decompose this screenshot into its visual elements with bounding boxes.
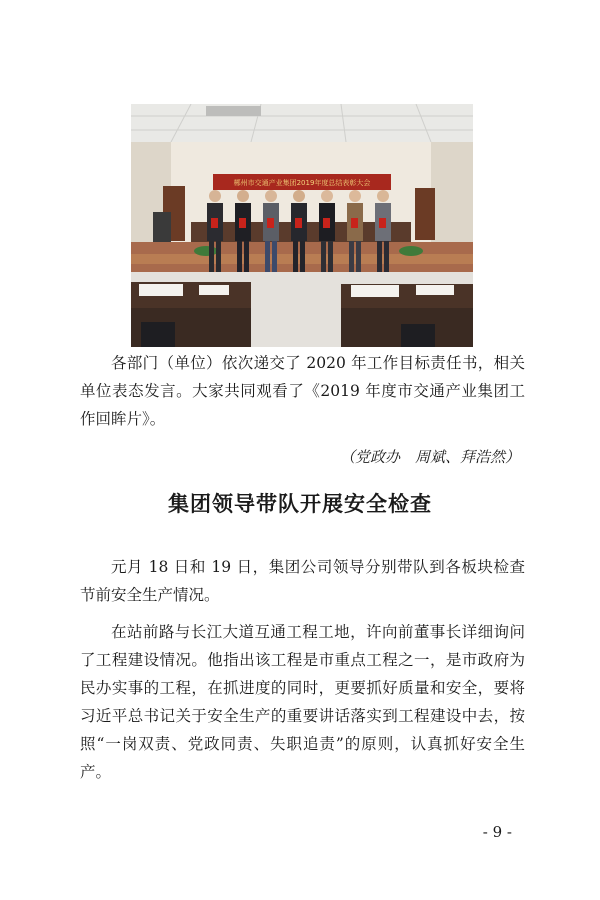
page-number: - 9 - bbox=[482, 823, 512, 841]
article-headline: 集团领导带队开展安全检查 bbox=[168, 492, 432, 516]
author-credit: （党政办 周斌、拜浩然） bbox=[339, 448, 520, 466]
article-paragraph: 在站前路与长江大道互通工程工地，许向前董事长详细询问了工程建设情况。他指出该工程是市重点工程之一，是市政府为民办实事的工程，在抓进度的同时，更要抓好质量和安全，要将习近平总书记关于安全生产的重要讲话落实到工程建设中去，按照“一岗双责、党政同责、失职追责”的原则，认真抓好安全生产。 bbox=[80, 623, 525, 781]
article-paragraph: 元月 18 日和 19 日，集团公司领导分别带队到各板块检查节前安全生产情况。 bbox=[80, 558, 525, 604]
ceremony-photo bbox=[131, 104, 473, 347]
photo-caption-paragraph: 各部门（单位）依次递交了 2020 年工作目标责任书，相关单位表态发言。大家共同观看了《2019 年度市交通产业集团工作回眸片》。 bbox=[80, 354, 525, 428]
photo-banner-text: 郴州市交通产业集团2019年度总结表彰大会 bbox=[233, 179, 371, 187]
